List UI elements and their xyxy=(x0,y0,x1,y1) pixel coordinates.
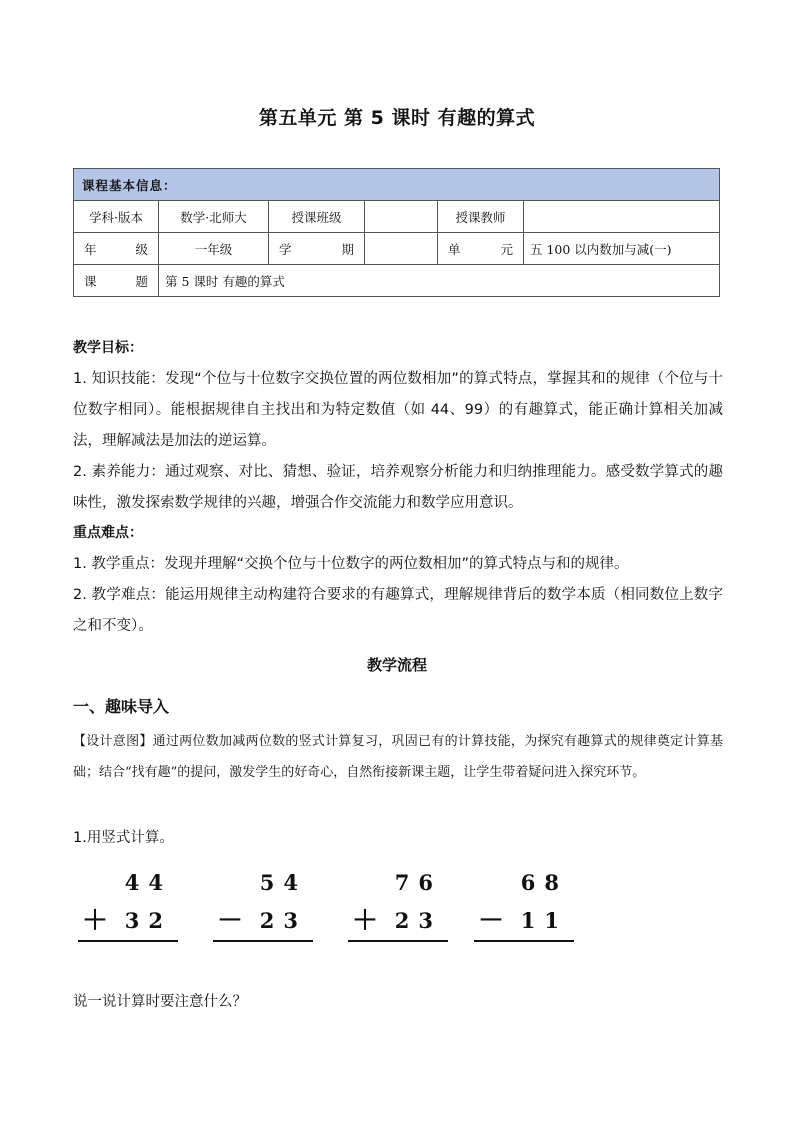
term-value xyxy=(365,233,438,265)
calc-underline xyxy=(348,940,448,942)
course-info-table xyxy=(73,168,720,297)
class-label: 授课班级 xyxy=(269,201,365,233)
subject-label: 学科·版本 xyxy=(74,201,159,233)
calc-bottom-number: 11 xyxy=(520,908,568,933)
vertical-calculation xyxy=(474,870,574,945)
vertical-calculation xyxy=(78,870,178,945)
objectives-heading: 教学目标： xyxy=(73,340,143,356)
key-point-item-1: 1. 教学重点：发现并理解“交换个位与十位数字的两位数相加”的算式特点与和的规律。 xyxy=(73,556,629,572)
teacher-label: 授课教师 xyxy=(438,201,524,233)
calc-underline xyxy=(78,940,178,942)
key-point-item-2: 2. 教学难点：能运用规律主动构建符合要求的有趣算式，理解规律背后的数学本质（相同数位上数字之和不变）。 xyxy=(73,587,723,634)
page-title: 第五单元 第 5 课时 有趣的算式 xyxy=(258,107,536,129)
flow-heading: 教学流程 xyxy=(366,656,427,674)
vertical-calculation xyxy=(348,870,448,945)
calc-bottom-number: 23 xyxy=(394,908,442,933)
plus-sign: ＋ xyxy=(352,906,379,936)
term-label: 学 期 xyxy=(269,233,365,265)
topic-value: 第 5 课时 有趣的算式 xyxy=(159,265,720,297)
class-value xyxy=(365,201,438,233)
objective-item-1: 1. 知识技能：发现“个位与十位数字交换位置的两位数相加”的算式特点，掌握其和的规律（个位与十位数字相同）。能根据规律自主找出和为特定数值（如 44、99）的有趣算式，能正确计算相关加减法，理解减法是加法的逆运算。 xyxy=(73,371,723,449)
calc-bottom-number: 23 xyxy=(259,908,307,933)
minus-sign: － xyxy=(217,906,244,936)
unit-label: 单 元 xyxy=(438,233,524,265)
key-points-heading: 重点难点： xyxy=(73,525,143,541)
plus-sign: ＋ xyxy=(82,906,109,936)
calc-top-number: 54 xyxy=(259,870,307,895)
minus-sign: － xyxy=(478,906,505,936)
design-intent: 【设计意图】通过两位数加减两位数的竖式计算复习，巩固已有的计算技能，为探究有趣算式的规律奠定计算基础；结合“找有趣”的提问，激发学生的好奇心，自然衔接新课主题，让学生带着疑问进入探究环节。 xyxy=(73,734,723,780)
calc-top-number: 44 xyxy=(124,870,172,895)
topic-label: 课 题 xyxy=(74,265,159,297)
calc-underline xyxy=(474,940,574,942)
grade-value: 一年级 xyxy=(159,233,269,265)
discussion-question: 说一说计算时要注意什么？ xyxy=(73,994,247,1010)
teacher-value xyxy=(524,201,720,233)
grade-label: 年 级 xyxy=(74,233,159,265)
section-heading: 一、趣味导入 xyxy=(73,697,170,716)
course-info-header: 课程基本信息： xyxy=(74,169,720,201)
calc-top-number: 68 xyxy=(520,870,568,895)
unit-value: 五 100 以内数加与减(一) xyxy=(524,233,720,265)
calc-bottom-number: 32 xyxy=(124,908,172,933)
calc-underline xyxy=(213,940,313,942)
vertical-calculation xyxy=(213,870,313,945)
calc-top-number: 76 xyxy=(394,870,442,895)
subject-value: 数学·北师大 xyxy=(159,201,269,233)
objective-item-2: 2. 素养能力：通过观察、对比、猜想、验证，培养观察分析能力和归纳推理能力。感受数学算式的趣味性，激发探索数学规律的兴趣，增强合作交流能力和数学应用意识。 xyxy=(73,464,723,511)
task-label: 1.用竖式计算。 xyxy=(73,830,174,846)
